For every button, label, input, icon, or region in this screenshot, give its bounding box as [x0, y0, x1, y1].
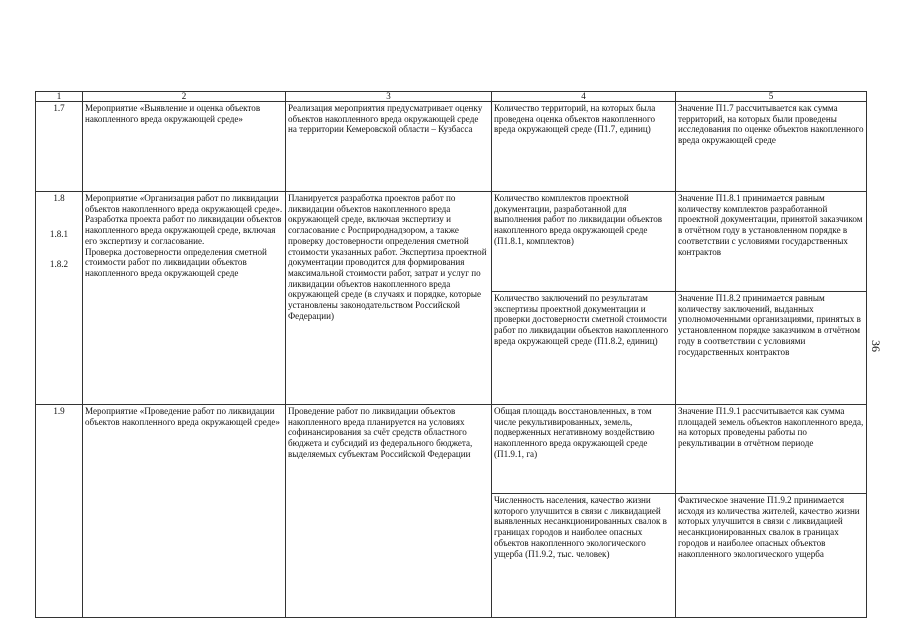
table-row-1-8	[36, 192, 867, 292]
header-cell-4: 4	[492, 92, 676, 102]
indicator-name: Количество территорий, на которых была проведена оценка объектов накопленного вреда окружающей среде (П1.7, единиц)	[492, 102, 676, 192]
indicator-name: Общая площадь восстановленных, в том числе рекультивированных, земель, подверженных негативному воздействию накопленного вреда окружающей среде (П1.9.1, га)	[492, 405, 676, 494]
header-cell-1: 1	[36, 92, 83, 102]
event-description: Реализация мероприятия предусматривает оценку объектов накопленного вреда окружающей среде на территории Кемеровской области – Кузбасса	[286, 102, 492, 192]
header-cell-3: 3	[286, 92, 492, 102]
event-name: Мероприятие «Проведение работ по ликвидации объектов накопленного вреда окружающей среде»	[83, 405, 286, 618]
header-cell-5: 5	[676, 92, 867, 102]
row-number-group	[36, 192, 83, 405]
event-name-group	[83, 192, 286, 405]
indicator-method: Значение П1.8.2 принимается равным количеству заключений, выданных уполномоченными организациями, принятых в установленном порядке заказчиком в отчётном году в соответствии с условиями государственных контрактов	[676, 292, 867, 405]
row-number: 1.8.2	[49, 259, 69, 270]
page-number: 36	[869, 340, 883, 352]
indicator-name: Количество заключений по результатам экспертизы проектной документации и проверки достоверности сметной стоимости работ по ликвидации объектов накопленного вреда окружающей среде (П1.8.2, единиц)	[492, 292, 676, 405]
row-number: 1.7	[36, 102, 83, 192]
event-name: Проверка достоверности определения сметной стоимости работ по ликвидации объектов накопленного вреда окружающей среде	[85, 246, 267, 278]
table-row-1-7	[36, 102, 867, 192]
header-cell-2: 2	[83, 92, 286, 102]
event-description: Проведение работ по ликвидации объектов накопленного вреда планируется на условиях софинансирования за счёт средств областного бюджета и субсидий из федерального бюджета, выделяемых субъектам Российской Федерации	[286, 405, 492, 618]
event-description: Планируется разработка проектов работ по ликвидации объектов накопленного вреда окружающей среде, включая экспертизу и согласование с Росприроднадзором, а также проверку достоверности определения сметной стоимости указанных работ. Экспертиза проектной документации проводится для формирования максимальной стоимости работ, затрат и услуг по ликвидации объектов накопленного вреда окружающей среде (в случаях и порядке, которые установлены законодательством Российской Федерации)	[286, 192, 492, 405]
indicator-method: Значение П1.9.1 рассчитывается как сумма площадей земель объектов накопленного вреда, на которых проведены работы по рекультивации в отчётном периоде	[676, 405, 867, 494]
indicator-method: Значение П1.7 рассчитывается как сумма территорий, на которых были проведены исследования по оценке объектов накопленного вреда окружающей среде	[676, 102, 867, 192]
indicator-name: Количество комплектов проектной документации, разработанной для выполнения работ по ликвидации объектов накопленного вреда окружающей среде (П1.8.1, комплектов)	[492, 192, 676, 292]
event-name: Разработка проекта работ по ликвидации объектов накопленного вреда окружающей среде, включая его экспертизу и согласование.	[85, 214, 282, 246]
table-row-1-9	[36, 405, 867, 494]
row-number: 1.8	[53, 193, 65, 203]
event-name: Мероприятие «Выявление и оценка объектов накопленного вреда окружающей среде»	[83, 102, 286, 192]
header-row	[36, 92, 867, 102]
indicator-method: Значение П1.8.1 принимается равным количеству комплектов разработанной проектной документации, принятой заказчиком в отчётном году в установленном порядке в соответствии с условиями государственных контрактов	[676, 192, 867, 292]
indicator-method: Фактическое значение П1.9.2 принимается исходя из количества жителей, качество жизни которых улучшится в связи с ликвидацией несанкционированных свалок в границах городов и наиболее опасных объектов накопленного экологического ущерба	[676, 494, 867, 618]
indicator-name: Численность населения, качество жизни которого улучшится в связи с ликвидацией выявленных несанкционированных свалок в границах городов и наиболее опасных объектов накопленного экологического ущерба (П1.9.2, тыс. человек)	[492, 494, 676, 618]
row-number: 1.9	[36, 405, 83, 618]
event-name: Мероприятие «Организация работ по ликвидации объектов накопленного вреда окружающей среде».	[85, 193, 283, 214]
row-number: 1.8.1	[49, 228, 69, 239]
measures-table	[35, 91, 867, 618]
